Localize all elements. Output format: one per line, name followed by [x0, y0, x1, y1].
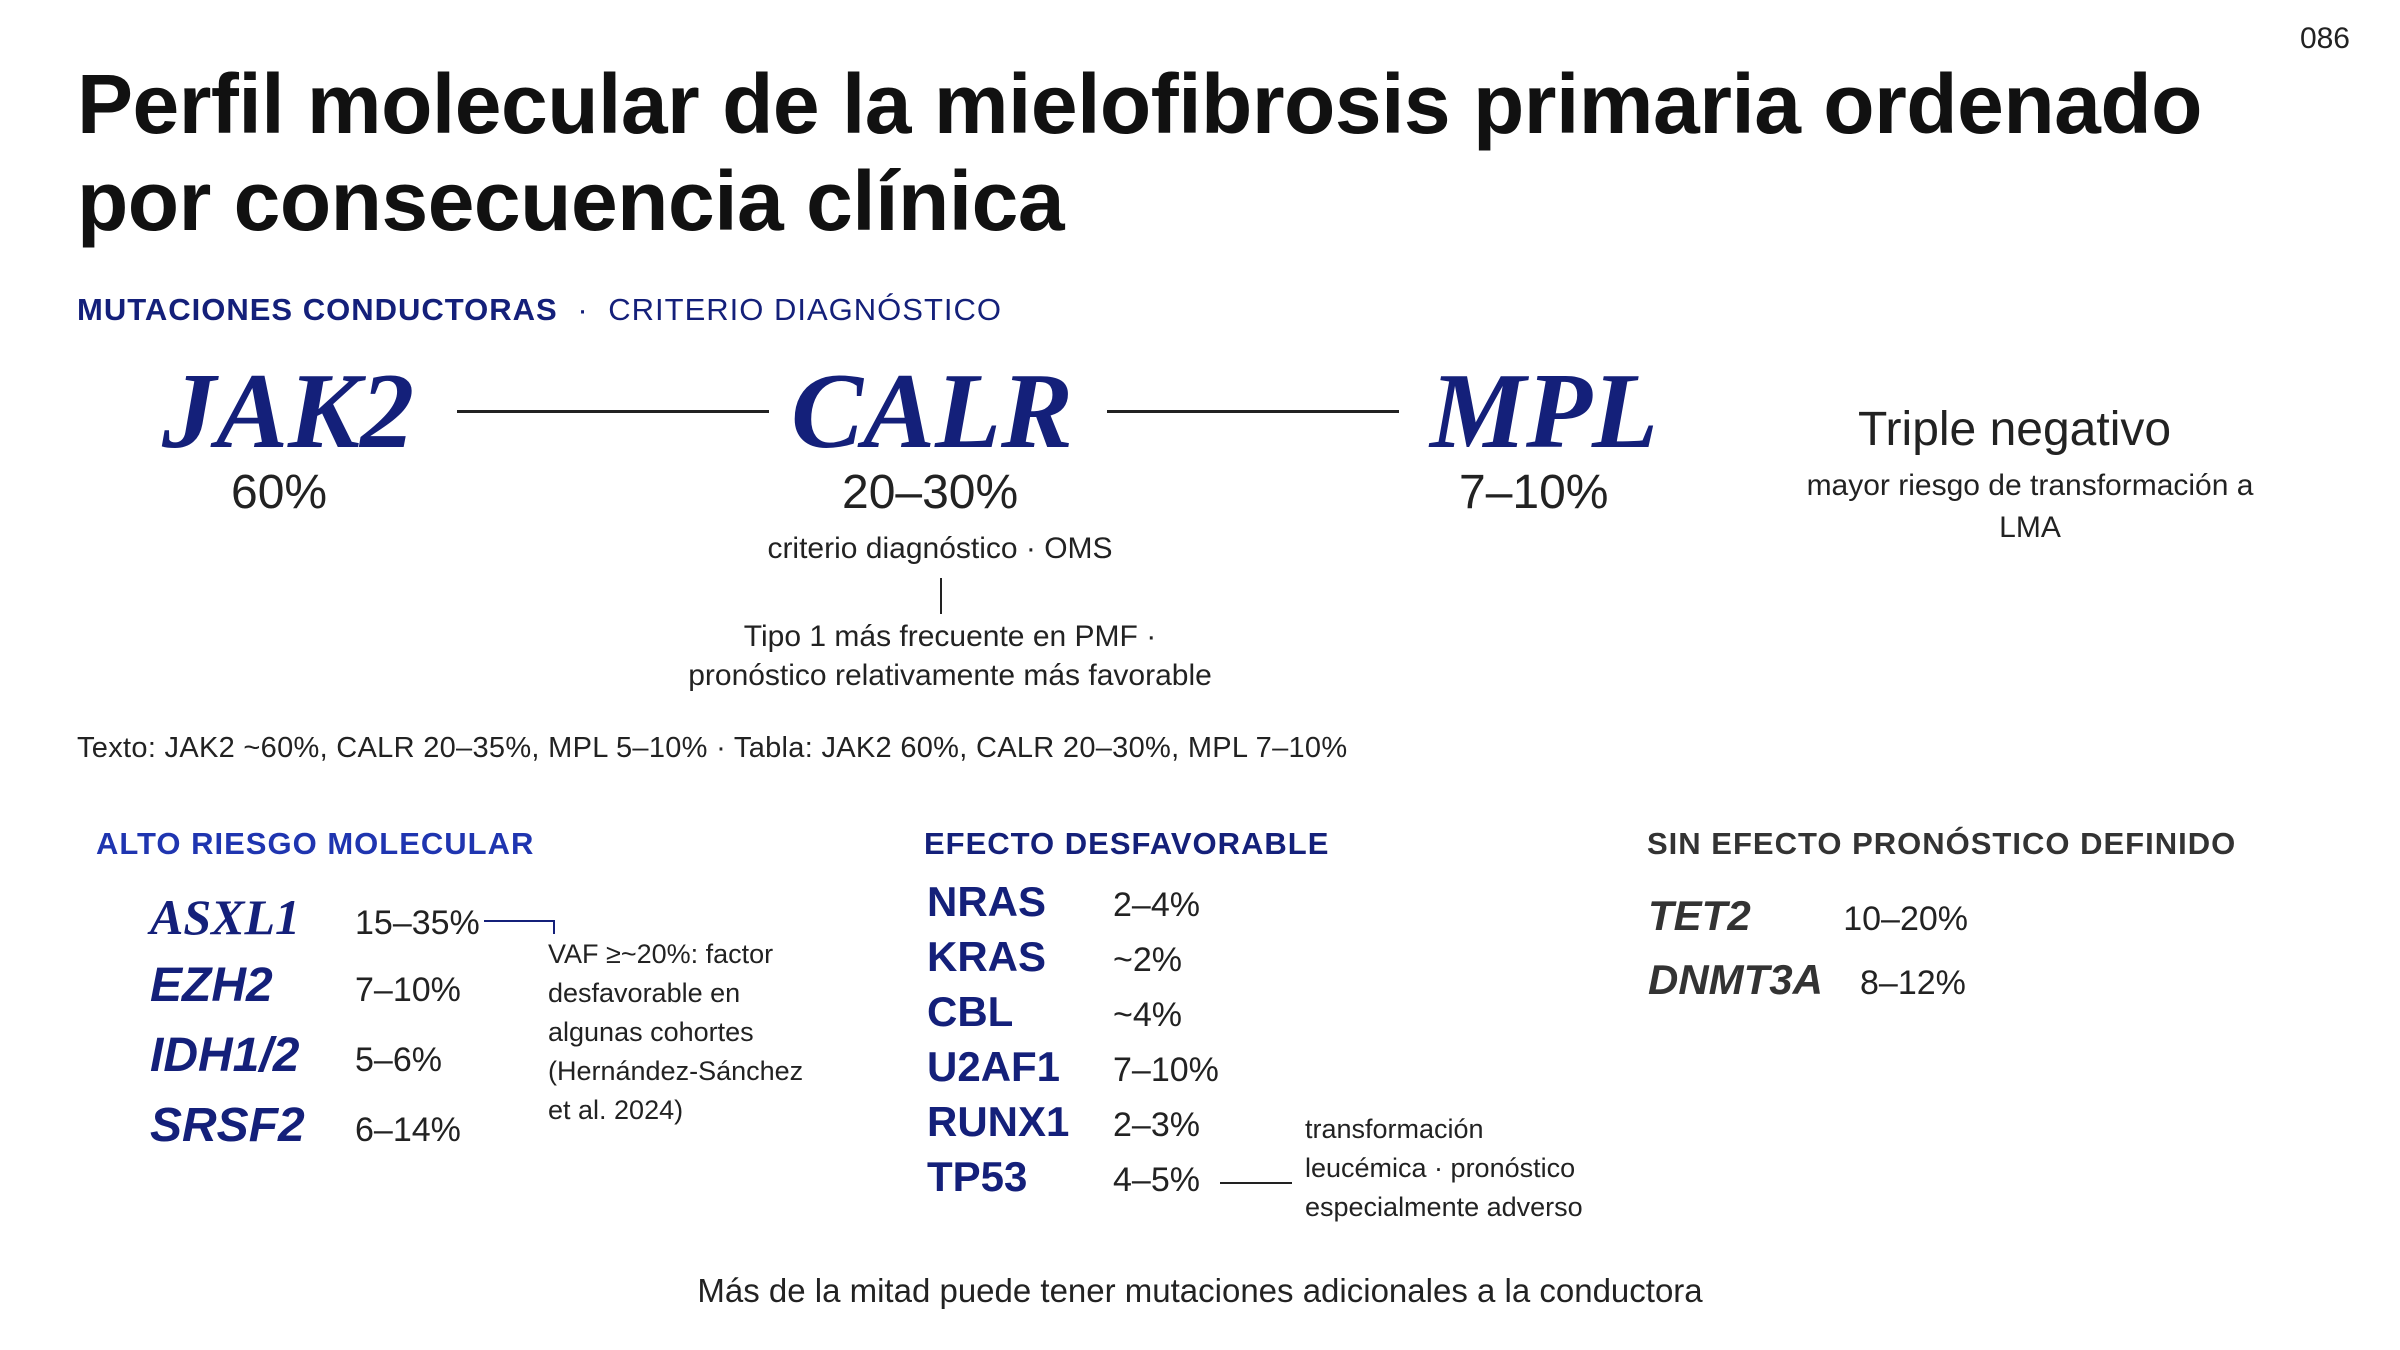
driver-percent-calr: 20–30%	[842, 466, 1019, 519]
gene-name: DNMT3A	[1648, 956, 1823, 1003]
driver-percent-jak2: 60%	[231, 466, 328, 519]
high-risk-gene-list	[150, 888, 490, 1168]
gene-name: IDH1/2	[150, 1029, 300, 1082]
gene-percent: 7–10%	[355, 971, 461, 1009]
group-heading-high-risk: ALTO RIESGO MOLECULAR	[96, 826, 535, 861]
gene-percent: 2–3%	[1113, 1106, 1200, 1144]
annotation-connector-tick	[553, 920, 555, 934]
gene-row-tet2	[1648, 892, 1968, 956]
drivers-heading	[77, 292, 1002, 328]
calr-note-connector	[940, 578, 942, 614]
triple-negative-title: Triple negativo	[1858, 403, 2172, 456]
gene-name: ASXL1	[150, 889, 301, 945]
driver-percent-mpl: 7–10%	[1459, 466, 1609, 519]
group-heading-no-effect: SIN EFECTO PRONÓSTICO DEFINIDO	[1647, 826, 2237, 861]
gene-row-asxl1	[150, 888, 490, 958]
gene-percent: ~2%	[1113, 941, 1182, 979]
gene-name: SRSF2	[150, 1099, 305, 1152]
gene-name: NRAS	[927, 878, 1047, 925]
gene-percent: 6–14%	[355, 1111, 461, 1149]
unfavorable-gene-list	[927, 878, 1247, 1208]
annotation-connector-tp53	[1220, 1182, 1292, 1184]
gene-name: EZH2	[150, 959, 273, 1012]
driver-gene-calr: CALR	[791, 352, 1074, 471]
gene-name: CBL	[927, 988, 1014, 1035]
gene-row-cbl	[927, 988, 1247, 1043]
gene-name: U2AF1	[927, 1043, 1061, 1090]
gene-percent: 5–6%	[355, 1041, 442, 1079]
gene-name: RUNX1	[927, 1098, 1070, 1145]
calr-subnote-line2: pronóstico relativamente más favorable	[688, 659, 1212, 692]
connector-line-jak2-calr	[457, 410, 769, 413]
gene-row-kras	[927, 933, 1247, 988]
gene-percent: 2–4%	[1113, 886, 1200, 924]
high-risk-annotation: VAF ≥~20%: factor desfavorable en algunas cohortes (Hernández-Sánchez et al. 2024)	[548, 939, 804, 1125]
gene-row-srsf2	[150, 1098, 490, 1168]
gene-percent: 15–35%	[355, 904, 480, 942]
gene-name: TET2	[1648, 892, 1751, 939]
page-number: 086	[2299, 22, 2350, 55]
gene-percent: 8–12%	[1860, 964, 1966, 1002]
calr-note: criterio diagnóstico · OMS	[767, 532, 1113, 565]
footer-note: Más de la mitad puede tener mutaciones adicionales a la conductora	[697, 1272, 1703, 1309]
page-title: Perfil molecular de la mielofibrosis primaria ordenado por consecuencia clínica	[77, 57, 2202, 248]
gene-percent: 7–10%	[1113, 1051, 1219, 1089]
driver-gene-mpl: MPL	[1430, 352, 1658, 471]
gene-row-dnmt3a	[1648, 956, 1968, 1020]
gene-percent: 10–20%	[1843, 900, 1968, 938]
gene-name: TP53	[927, 1153, 1028, 1200]
group-heading-unfavorable: EFECTO DESFAVORABLE	[924, 826, 1330, 861]
unfavorable-annotation: transformación leucémica · pronóstico especialmente adverso	[1305, 1114, 1583, 1222]
gene-name: KRAS	[927, 933, 1047, 980]
gene-row-runx1	[927, 1098, 1247, 1153]
gene-percent: 4–5%	[1113, 1161, 1200, 1199]
drivers-heading-primary: MUTACIONES CONDUCTORAS	[77, 292, 558, 327]
gene-row-tp53	[927, 1153, 1247, 1208]
gene-row-ezh2	[150, 958, 490, 1028]
source-note: Texto: JAK2 ~60%, CALR 20–35%, MPL 5–10% · Tabla: JAK2 60%, CALR 20–30%, MPL 7–10%	[77, 732, 1348, 764]
connector-line-calr-mpl	[1107, 410, 1399, 413]
drivers-heading-separator: ·	[577, 292, 589, 327]
no-effect-gene-list	[1648, 892, 1968, 1020]
gene-row-nras	[927, 878, 1247, 933]
triple-negative-description: mayor riesgo de transformación a LMA	[1806, 469, 2254, 544]
calr-subnote-line1: Tipo 1 más frecuente en PMF ·	[743, 620, 1157, 653]
driver-gene-jak2: JAK2	[162, 352, 415, 471]
annotation-connector-asxl1	[484, 920, 554, 922]
drivers-heading-secondary: CRITERIO DIAGNÓSTICO	[608, 292, 1003, 327]
gene-row-idh1-2	[150, 1028, 490, 1098]
gene-row-u2af1	[927, 1043, 1247, 1098]
gene-percent: ~4%	[1113, 996, 1182, 1034]
